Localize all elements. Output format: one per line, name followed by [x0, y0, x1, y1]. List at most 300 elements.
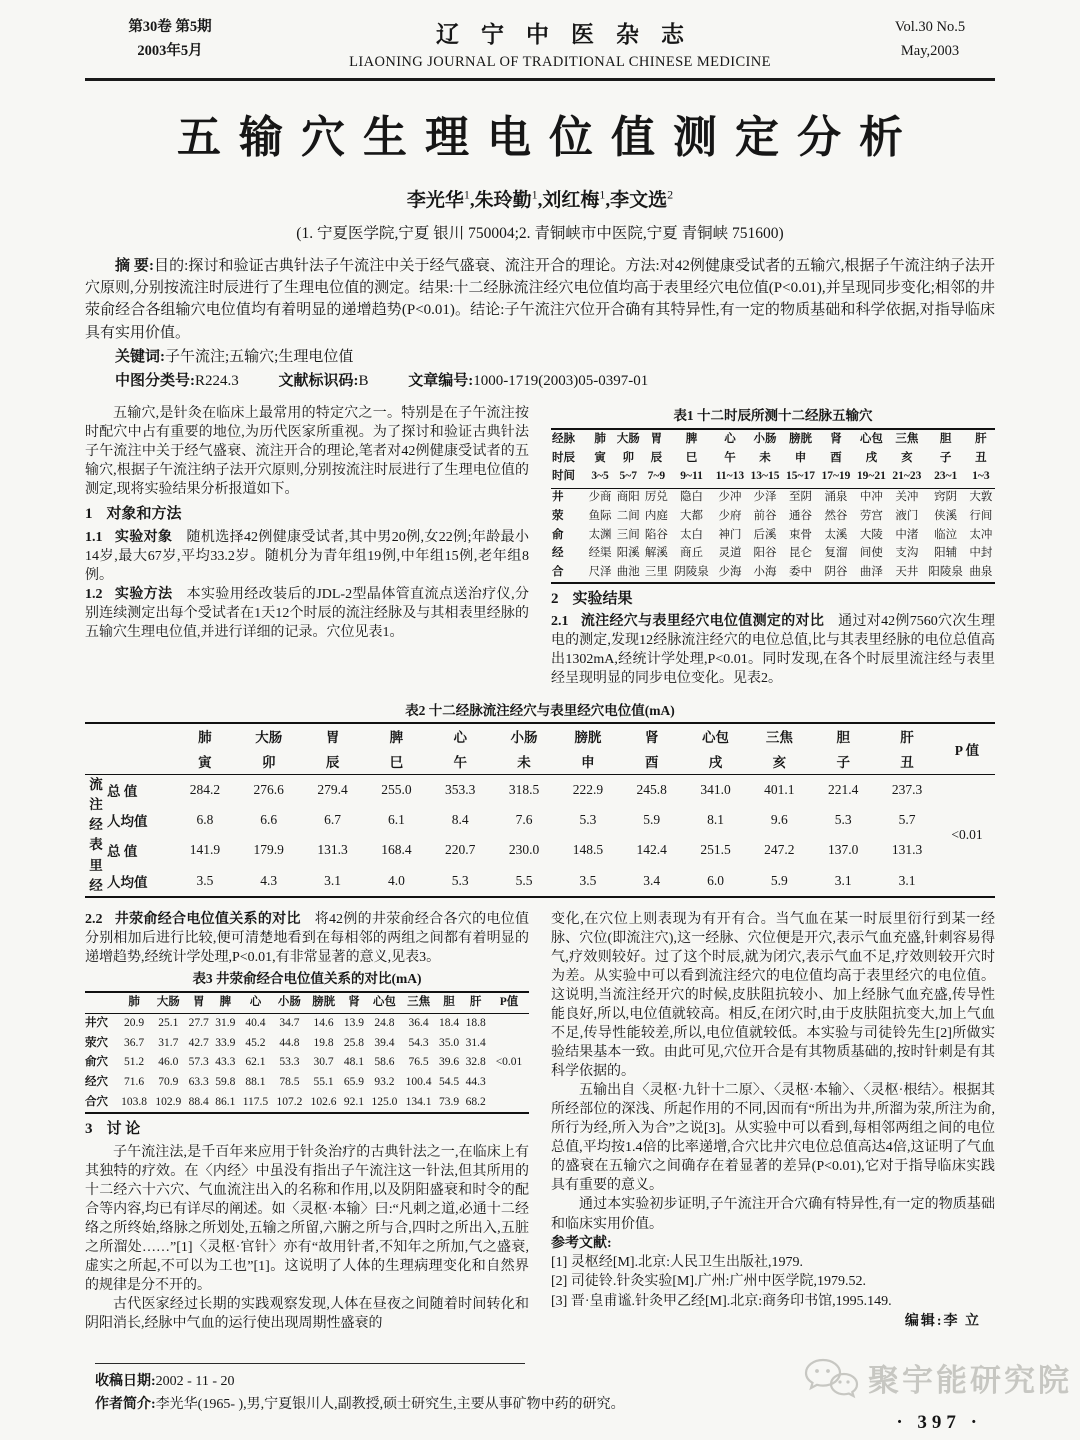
- table-cell: 阴陵泉: [674, 565, 709, 578]
- table-cell: 318.5: [508, 781, 540, 797]
- table-cell: 子: [811, 749, 875, 775]
- table-cell: 76.5: [408, 1056, 429, 1069]
- table-cell: 3.5: [196, 872, 214, 888]
- table-cell: 肺: [198, 730, 212, 745]
- discussion-p1: 子午流注法,是千百年来应用于针灸治疗的古典针法之一,在临床上有其独特的疗效。在〈内经〉中虽没有指出子午流注这一针法,但其所用的十二经六十六穴、气血流注出入的名称和作用,以及阴阳盛衰和时令的配合等内容,均已有详尽的阐述。如〈灵枢·本输〉曰:“凡刺之道,必通十二经络之所终始,络脉之所划处,五输之所留,六腑之所与合,四时之所出入,五脏之所溜处……”[1]〈灵枢·官针〉亦有“故用针者,不知年之所加,气之盛衰,虚实之所起,不可以为工也”[1]。这说明了人体的生理病理变化和自然界的规律是分不开的。: [85, 1144, 529, 1293]
- table-cell: 3.5: [579, 872, 597, 888]
- table-cell: 经脉: [552, 432, 575, 445]
- keywords: [85, 346, 995, 368]
- table-cell: 心包: [367, 992, 401, 1013]
- table-cell: 6.1: [387, 812, 405, 828]
- table-cell: 237.3: [891, 781, 923, 797]
- watermark-text: 聚宇能研究院: [868, 1363, 1072, 1398]
- table-cell: 俞穴: [85, 1056, 108, 1069]
- table-cell: 23~1: [925, 468, 967, 489]
- table2-block: [85, 699, 995, 899]
- table-cell: 21~23: [889, 468, 924, 489]
- table-cell: 中封: [969, 547, 993, 560]
- table-cell: 39.4: [374, 1036, 395, 1049]
- table-cell: 肾: [644, 730, 659, 745]
- table-cell: 86.1: [215, 1095, 236, 1108]
- table-cell: 71.6: [124, 1075, 145, 1088]
- section-2-2: 2.2 井荥俞经合电位值关系的对比 将42例的井荥俞经合各穴的电位值分别相加后进行比较,便可清楚地看到在每相邻的两组之间都有着明显的递增趋势,经统计学处理,P<0.01,有非常显著的意义,见表3。: [85, 912, 529, 966]
- table-cell: 膀胱: [574, 730, 602, 745]
- header-rule: [85, 78, 995, 81]
- table-cell: 三焦: [402, 992, 436, 1013]
- table-cell: 隐白: [680, 491, 704, 504]
- abstract-label: 摘 要:: [115, 258, 154, 274]
- section-1-1: 1.1 实验对象 随机选择42例健康受试者,其中男20例,女22例;年龄最小14岁,最大67岁,平均33.2岁。随机分为青年组19例,中年组15例,老年组8例。: [85, 529, 530, 583]
- table-cell: 中渚: [895, 528, 919, 541]
- table-cell: 心: [239, 992, 273, 1013]
- table-cell: 内庭: [644, 509, 668, 522]
- table-cell: 表里经: [89, 837, 103, 893]
- table-cell: 31.9: [215, 1017, 236, 1030]
- table-cell: 小肠: [753, 432, 777, 445]
- table-row: [551, 488, 995, 507]
- table-cell: 临泣: [934, 528, 958, 541]
- table-cell: 太白: [680, 528, 704, 541]
- table-cell: 寅: [594, 451, 606, 464]
- table-cell: 5.3: [579, 812, 597, 828]
- table-cell: 93.2: [374, 1075, 395, 1088]
- table-cell: 245.8: [636, 781, 667, 797]
- abstract: [85, 255, 995, 344]
- table-cell: 三焦: [765, 730, 793, 745]
- keywords-text: 子午流注;五输穴;生理电位值: [165, 348, 354, 365]
- table-cell: 221.4: [828, 781, 859, 797]
- table-cell: 膀胱: [306, 992, 340, 1013]
- author: 李光华$^1$,: [406, 187, 475, 211]
- table-cell: 未: [492, 749, 556, 775]
- table-row: [85, 1034, 529, 1054]
- table-cell: 19.8: [313, 1036, 334, 1049]
- table-cell: 肺: [594, 432, 606, 445]
- table-cell: 78.5: [279, 1075, 300, 1088]
- table-cell: 太溪: [824, 528, 848, 541]
- table-cell: 商阳: [616, 491, 640, 504]
- table-cell: 解溪: [644, 547, 668, 560]
- table-cell: 3.4: [643, 872, 661, 888]
- table-cell: 总 值: [107, 783, 138, 799]
- references-heading: 参考文献:: [551, 1235, 612, 1251]
- table-cell: 25.1: [158, 1017, 179, 1030]
- discussion-p2: 古代医家经过长期的实践观察发现,人体在昼夜之间随着时间转化和阴阳消长,经脉中气血的运行使出现周期性盛衰的: [85, 1296, 529, 1331]
- table-well-point-comparison: [85, 991, 529, 1114]
- table-cell: 14.6: [313, 1017, 334, 1030]
- table-cell: 251.5: [700, 842, 731, 858]
- table-cell: 9~11: [670, 468, 712, 489]
- table-cell: 35.0: [438, 1036, 460, 1049]
- table-cell: 24.8: [374, 1017, 395, 1030]
- table-cell: 然谷: [824, 509, 848, 522]
- table-cell: 5.3: [834, 812, 852, 828]
- table-cell: 胃: [325, 730, 340, 745]
- table-cell: 酉: [830, 451, 842, 464]
- authors-line: [85, 185, 995, 212]
- table-cell: 9.6: [770, 812, 788, 828]
- table-cell: 40.4: [245, 1017, 266, 1030]
- classification-line: [85, 370, 995, 392]
- table-cell: 大都: [680, 509, 704, 522]
- table-row: [85, 723, 995, 749]
- author-bio-line: 作者简介:李光华(1965- ),男,宁夏银川人,副教授,硕士研究生,主要从事矿物中药的研究。: [95, 1396, 625, 1412]
- table-cell: 灵道: [718, 547, 742, 560]
- table-cell: 阳陵泉: [928, 565, 963, 578]
- table1-caption: 表1 十二时辰所测十二经脉五输穴: [673, 408, 873, 424]
- table-cell: 少海: [718, 565, 742, 578]
- table-cell: 58.6: [374, 1056, 395, 1069]
- table-cell: 5.5: [515, 872, 533, 888]
- table-cell: 肾: [341, 992, 368, 1013]
- table-cell: 心包: [702, 730, 730, 745]
- table-cell: 戌: [865, 451, 878, 464]
- table-cell: 27.7: [188, 1017, 209, 1030]
- table-cell: 流注经: [89, 776, 103, 832]
- table-cell: 合: [552, 565, 564, 578]
- table-cell: 少府: [718, 509, 742, 522]
- table-row: [85, 1073, 529, 1093]
- table-cell: 中冲: [859, 491, 883, 504]
- table-cell: 间使: [859, 547, 883, 560]
- table-cell: 4.0: [387, 872, 405, 888]
- section-2-1: 2.1 流注经穴与表里经穴电位值测定的对比 通过对42例7560穴次生理电的测定,发现12经脉流注经穴的电位总值,比与其表里经脉的电位总值高出1302mA,经统计学处理,P<0.01。同时发现,在各个时辰里流注经与表里经呈现明显的同步电位变化。见表2。: [551, 614, 996, 687]
- table2-caption: 表2 十二经脉流注经穴与表里经穴电位值(mA): [405, 702, 675, 718]
- table-cell: 大肠: [616, 432, 640, 445]
- table-cell: [85, 723, 173, 775]
- table-cell: 荥: [552, 509, 564, 522]
- discussion-p5: 通过本实验初步证明,子午流注开合穴确有特异性,有一定的物质基础和临床实用价值。: [551, 1197, 995, 1232]
- section-2-heading: 2 实验结果: [551, 590, 633, 607]
- table-cell: 总 值: [107, 844, 138, 860]
- table-cell: 25.8: [343, 1036, 365, 1049]
- table-cell: 人均值: [107, 814, 148, 830]
- table-cell: 142.4: [636, 842, 667, 858]
- table-cell: 43.3: [215, 1056, 236, 1069]
- table-cell: 32.8: [465, 1056, 486, 1069]
- table-cell: 68.2: [465, 1095, 486, 1108]
- table-cell: 后溪: [753, 528, 777, 541]
- table-cell: 31.7: [158, 1036, 179, 1049]
- page-number: · 397 ·: [896, 1412, 982, 1433]
- left-column-bottom: [85, 910, 529, 1333]
- abstract-text: 目的:探讨和验证古典针法子午流注中关于经气盛衰、流注开合的理论。方法:对42例健康受试者的五输穴,根据子午流注纳子法开穴原则,分别按流注时辰进行了生理电位值的测定。结果:十二经脉流注经穴电位值均高于表里经穴电位值(P<0.01),并呈现同步变化;相邻的井荥俞经合各组输穴电位值均有着明显的递增趋势(P<0.01)。结论:子午流注穴位开合确有其特异性,有一定的物质基础和科学依据,对指导临床具有实用价值。: [85, 258, 995, 341]
- table-cell: 168.4: [381, 842, 412, 858]
- table-cell: 大肠: [255, 730, 283, 745]
- table-cell: 申: [794, 451, 807, 464]
- table-cell: 肝: [975, 432, 987, 445]
- table-cell: 44.8: [279, 1036, 300, 1049]
- table-cell: 大陵: [859, 528, 883, 541]
- table-row: [551, 449, 995, 468]
- table-cell: 36.7: [124, 1036, 145, 1049]
- table-cell: 39.6: [438, 1056, 460, 1069]
- table-cell: 胃: [185, 992, 212, 1013]
- table-cell: 63.3: [188, 1075, 209, 1088]
- reference-item: [3] 晋·皇甫谧.针灸甲乙经[M].北京:商务印书馆,1995.149.: [551, 1294, 892, 1310]
- table-cell: 48.1: [343, 1056, 365, 1069]
- table-cell: 未: [759, 451, 771, 464]
- right-column-bottom: [551, 910, 995, 1333]
- table-cell: 131.3: [317, 842, 348, 858]
- table-cell: 肝: [462, 992, 489, 1013]
- table-cell: 279.4: [317, 781, 348, 797]
- table-cell: 神门: [718, 528, 742, 541]
- journal-title-cn: 辽宁中医杂志: [436, 22, 706, 47]
- table-cell: <0.01: [951, 827, 983, 843]
- table-cell: 6.8: [196, 812, 214, 828]
- clc-value: R224.3: [195, 372, 239, 389]
- table-cell: 137.0: [828, 842, 859, 858]
- table-row: [85, 1014, 529, 1034]
- table-cell: 胃: [650, 432, 663, 445]
- table-cell: 巳: [364, 749, 428, 775]
- table-cell: 小肠: [272, 992, 306, 1013]
- table-cell: 阳谷: [753, 547, 777, 560]
- table-row: [85, 1093, 529, 1114]
- table-cell: 陷谷: [644, 528, 668, 541]
- table-cell: 二间: [616, 509, 640, 522]
- table-cell: 卯: [622, 451, 634, 464]
- table-cell: 3.1: [898, 872, 916, 888]
- table-cell: 13~15: [747, 468, 782, 489]
- table-cell: 心包: [859, 432, 883, 445]
- table-five-shu-points: [551, 428, 995, 584]
- table-row: [85, 835, 995, 865]
- table-row: [551, 468, 995, 489]
- table-cell: 经渠: [588, 547, 612, 560]
- table-cell: 3~5: [586, 468, 614, 489]
- table-cell: 辰: [301, 749, 365, 775]
- author: 刘红梅$^1$,: [542, 187, 611, 211]
- table-cell: 70.9: [158, 1075, 179, 1088]
- table-cell: 商丘: [680, 547, 704, 560]
- table-cell: 曲泉: [969, 565, 993, 578]
- table-cell: 胆: [939, 432, 952, 445]
- issue-date-cn: 2003年5月: [137, 42, 203, 59]
- table-cell: 丑: [875, 749, 939, 775]
- table-cell: 阳溪: [616, 547, 640, 560]
- issue-cn: 第30卷 第5期: [128, 19, 212, 35]
- table-cell: 18.8: [465, 1017, 486, 1030]
- footnote-rule: [95, 1363, 525, 1364]
- table-cell: 丑: [975, 451, 987, 464]
- table-cell: 11~13: [713, 468, 748, 489]
- issue-block: [85, 16, 255, 64]
- table-cell: 小肠: [510, 730, 538, 745]
- table-cell: 92.1: [343, 1095, 365, 1108]
- keywords-label: 关键词:: [115, 348, 165, 365]
- table-cell: 8.1: [707, 812, 724, 828]
- table-cell: 三焦: [895, 432, 919, 445]
- table-cell: 小海: [753, 565, 777, 578]
- table-cell: 人均值: [107, 874, 148, 890]
- table-cell: 辰: [650, 451, 663, 464]
- table-cell: 三间: [616, 528, 640, 541]
- table-cell: 36.4: [408, 1017, 429, 1030]
- table-cell: 276.6: [253, 781, 284, 797]
- table-cell: 午: [428, 749, 492, 775]
- table-cell: 经: [552, 547, 564, 560]
- table-cell: 三里: [644, 565, 668, 578]
- table-cell: 88.1: [245, 1075, 266, 1088]
- volume-block: [865, 16, 995, 64]
- table-cell: 54.5: [438, 1075, 460, 1088]
- table-cell: 148.5: [572, 842, 604, 858]
- table-cell: 88.4: [188, 1095, 209, 1108]
- table-cell: 胆: [436, 992, 463, 1013]
- table-cell: <0.01: [495, 1056, 523, 1069]
- table-cell: 至阴: [788, 491, 812, 504]
- table-cell: 7.6: [515, 812, 533, 828]
- table-cell: 侠溪: [934, 509, 958, 522]
- table-cell: 1~3: [967, 468, 995, 489]
- table-cell: 107.2: [276, 1095, 303, 1108]
- intro-paragraph: 五输穴,是针灸在临床上最常用的特定穴之一。特别是在子午流注按时配穴中占有重要的地位,为历代医家所重视。为了探讨和验证古典针法子午流注中关于经气盛衰、流注开合的理论,笔者对42例健康受试者的五输穴,根据子午流注纳子法开穴原则,分别按流注时辰进行了生理电位值的测定,现将实验结果分析报道如下。: [85, 406, 529, 498]
- table-cell: 时辰: [552, 451, 575, 464]
- left-column-top: [85, 404, 529, 688]
- table-cell: 6.6: [260, 812, 278, 828]
- table-cell: 井: [552, 491, 564, 504]
- table-cell: 肺: [117, 992, 151, 1013]
- table-cell: 前谷: [753, 509, 777, 522]
- table-cell: 卯: [237, 749, 301, 775]
- table-row: [551, 545, 995, 564]
- table-cell: 劳宫: [859, 509, 883, 522]
- discussion-p3: 变化,在穴位上则表现为有开有合。当气血在某一时辰里衍行到某一经脉、穴位(即流注穴),这一经脉、穴位便是开穴,表示气血充盛,针刺容易得气,疗效则较好。过了这个时辰,就为闭穴,表示气血不足,疗效则较开穴时为差。从实验中可以看到流注经穴的电位值均高于表里经穴的电位值。这说明,当流注经开穴的时候,皮肤阻抗较小、加上经脉气血充盛,传导性能良好,所以,电位值就较高。相反,在闭穴时,由于皮肤阻抗变大,加上气血不足,传导性能较差,所以,电位值就较低。本实验与司徒铃先生[2]所做实验结果基本一致。由此可见,穴位开合是有其物质基础的,按时针刺是有其科学依据的。: [551, 912, 995, 1080]
- table-cell: 脾: [685, 432, 698, 445]
- table-cell: 45.2: [245, 1036, 266, 1049]
- table-cell: 5.9: [643, 812, 661, 828]
- table-cell: 少商: [588, 491, 612, 504]
- table-cell: 膀胱: [788, 432, 812, 445]
- table-cell: 401.1: [764, 781, 795, 797]
- table-cell: 20.9: [124, 1017, 145, 1030]
- table-cell: 肝: [900, 730, 914, 745]
- table-cell: 255.0: [381, 781, 412, 797]
- table-cell: 复溜: [824, 547, 848, 560]
- journal-title-en: LIAONING JOURNAL OF TRADITIONAL CHINESE MEDICINE: [349, 54, 771, 70]
- author: 朱玲勤$^1$,: [474, 187, 543, 211]
- table-cell: 222.9: [572, 781, 604, 797]
- table-cell: 昆仑: [788, 547, 812, 560]
- table-cell: 寅: [173, 749, 237, 775]
- table3-caption: 表3 井荥俞经合电位值关系的对比(mA): [192, 971, 422, 987]
- table-cell: 支沟: [895, 547, 919, 560]
- table-cell: 284.2: [189, 781, 221, 797]
- affiliation: (1. 宁夏医学院,宁夏 银川 750004;2. 青铜峡市中医院,宁夏 青铜峡 751600): [296, 225, 784, 242]
- table-cell: 31.4: [465, 1036, 486, 1049]
- table-cell: P 值: [939, 723, 995, 775]
- table-cell: 55.1: [313, 1075, 334, 1088]
- article-title: 五输穴生理电位值测定分析: [177, 113, 921, 162]
- table-row: [85, 992, 529, 1013]
- table-cell: 117.5: [242, 1095, 269, 1108]
- table-cell: 3.1: [324, 872, 341, 888]
- clc-label: 中图分类号:: [115, 372, 195, 389]
- section-1-2: 1.2 实验方法 本实验用经改装后的JDL-2型晶体管直流点送治疗仪,分别连续测定出每个受试者在1天12个时辰的流注经脉及与其相表里经脉的五输穴生理电位值,并进行详细的记录。穴位见表1。: [85, 586, 529, 640]
- watermark: [803, 1355, 1072, 1400]
- table-cell: 时间: [551, 468, 586, 489]
- reference-item: [1] 灵枢经[M].北京:人民卫生出版社,1979.: [551, 1254, 803, 1270]
- table-cell: 太冲: [969, 528, 993, 541]
- section-1-heading: 1 对象和方法: [85, 506, 182, 523]
- table-cell: 束骨: [788, 528, 812, 541]
- editor-line: 编辑:李 立: [904, 1314, 981, 1330]
- table-cell: 荥穴: [85, 1036, 108, 1049]
- table-cell: 通谷: [788, 509, 812, 522]
- doc-code-label: 文献标识码:: [278, 372, 359, 389]
- table-cell: 午: [724, 451, 736, 464]
- table-cell: 125.0: [371, 1095, 398, 1108]
- article-id-value: 1000-1719(2003)05-0397-01: [473, 372, 649, 389]
- table-cell: 关冲: [895, 491, 919, 504]
- table-cell: 亥: [901, 451, 913, 464]
- table-cell: 阳辅: [934, 547, 958, 560]
- table-cell: 涌泉: [824, 491, 848, 504]
- table-row: [85, 749, 995, 775]
- columns-bottom: [85, 910, 995, 1333]
- table-cell: 委中: [788, 565, 812, 578]
- journal-header: [85, 16, 995, 71]
- table-cell: 65.9: [343, 1075, 365, 1088]
- table-cell: 51.2: [124, 1056, 145, 1069]
- table-cell: 子: [939, 451, 952, 464]
- table-cell: 134.1: [405, 1095, 432, 1108]
- table-potential-values: [85, 722, 995, 899]
- table-cell: 353.3: [445, 781, 476, 797]
- table-cell: 5~7: [614, 468, 642, 489]
- table-cell: 井穴: [85, 1017, 108, 1030]
- table-cell: 尺泽: [588, 565, 612, 578]
- table-row: [85, 1053, 529, 1073]
- table-cell: 6.7: [324, 812, 341, 828]
- table-cell: 42.7: [188, 1036, 209, 1049]
- table-cell: 少泽: [753, 491, 777, 504]
- table-cell: 5.7: [898, 812, 916, 828]
- columns-top: [85, 404, 995, 688]
- table-cell: 220.7: [445, 842, 476, 858]
- table-cell: 曲池: [616, 565, 640, 578]
- table-cell: 7~9: [642, 468, 670, 489]
- table-cell: 19~21: [854, 468, 889, 489]
- table-cell: 4.3: [260, 872, 278, 888]
- table-cell: 53.3: [279, 1056, 300, 1069]
- right-column-top: [551, 404, 995, 688]
- table-cell: 102.6: [310, 1095, 337, 1108]
- table-cell: 6.0: [707, 872, 724, 888]
- table-cell: 230.0: [508, 842, 540, 858]
- table-cell: 俞: [552, 528, 564, 541]
- table-cell: 247.2: [764, 842, 795, 858]
- table-cell: 胆: [836, 730, 850, 745]
- table-cell: 44.3: [465, 1075, 486, 1088]
- table-cell: 合穴: [85, 1095, 108, 1108]
- table-cell: 曲泽: [859, 565, 883, 578]
- table-cell: 73.9: [438, 1095, 460, 1108]
- discussion-p4: 五输出自〈灵枢·九针十二原〉、〈灵枢·本输〉、〈灵枢·根结〉。根据其所经部位的深浅、所起作用的不同,因而有“所出为井,所溜为荥,所注为俞,所行为经,所入为合”之说[3]。从实验中可以看到,每相邻两组之间的电位总值,平均按1.4倍的比率递增,合穴比井穴电位总值高达4倍,这证明了气血的盛衰在五输穴之间确存在着显著的差异(P<0.01),它对于指导临床实践具有重要的意义。: [551, 1083, 995, 1194]
- table-cell: 5.3: [451, 872, 469, 888]
- received-date-line: 收稿日期:2002 - 11 - 20: [95, 1374, 235, 1390]
- table-cell: 阴谷: [824, 565, 848, 578]
- table-cell: 行间: [969, 509, 993, 522]
- journal-title-block: [255, 16, 865, 71]
- table-cell: 鱼际: [588, 509, 612, 522]
- table-cell: 33.9: [215, 1036, 236, 1049]
- table-cell: 15~17: [783, 468, 818, 489]
- table-cell: 申: [556, 749, 620, 775]
- table-cell: 大敦: [969, 491, 993, 504]
